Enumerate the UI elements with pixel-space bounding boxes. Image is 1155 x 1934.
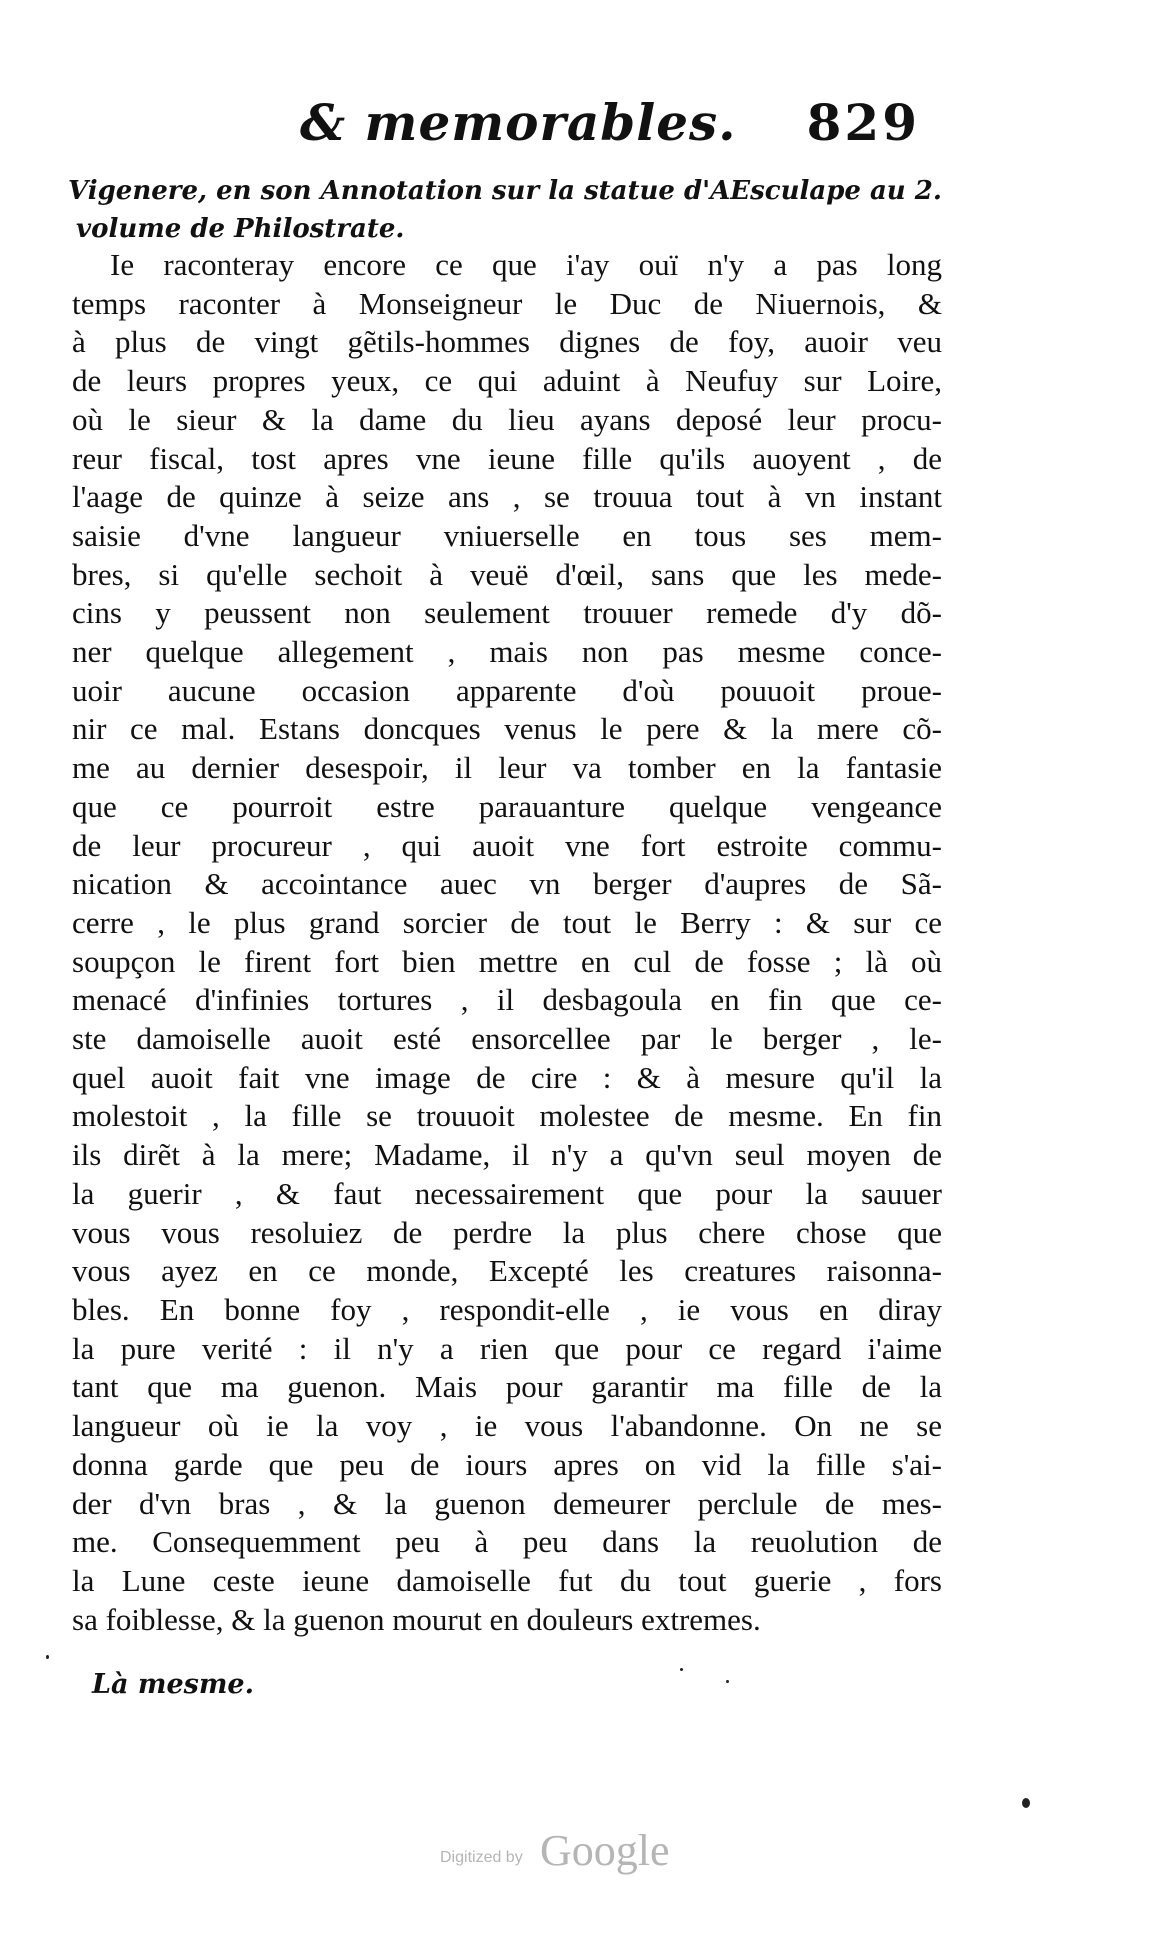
text-line: à plus de vingt gẽtils-hommes dignes de foy, auoir veu [72, 324, 942, 360]
running-title: & memorables. [300, 93, 737, 152]
text-line: la pure verité : il n'y a rien que pour ce regard i'aime [72, 1330, 942, 1366]
text-line: sa foiblesse, & la guenon mourut en douleurs extremes. [72, 1601, 761, 1637]
text-line: ner quelque allegement , mais non pas mesme conce- [72, 634, 942, 670]
page-number: 829 [806, 93, 920, 152]
text-line: bres, si qu'elle sechoit à veuë d'œil, sans que les mede- [72, 556, 942, 592]
text-line: me au dernier desespoir, il leur va tomber en la fantasie [72, 750, 942, 786]
text-line: donna garde que peu de iours apres on vid la fille s'ai- [72, 1446, 942, 1482]
watermark-brand: Google [540, 1826, 670, 1875]
text-line: ils dirẽt à la mere; Madame, il n'y a qu'vn seul moyen de [72, 1137, 942, 1173]
text-line: menacé d'infinies tortures , il desbagoula en fin que ce- [72, 982, 942, 1018]
text-line: quel auoit fait vne image de cire : & à mesure qu'il la [72, 1059, 942, 1095]
text-line: soupçon le firent fort bien mettre en cul de fosse ; là où [72, 943, 942, 979]
text-line: tant que ma guenon. Mais pour garantir ma fille de la [72, 1369, 942, 1405]
text-line: cerre , le plus grand sorcier de tout le Berry : & sur ce [72, 904, 942, 940]
text-line: der d'vn bras , & la guenon demeurer perclule de mes- [72, 1485, 942, 1521]
text-line: ste damoiselle auoit esté ensorcellee par le berger , le- [72, 1021, 942, 1057]
text-line: nication & accointance auec vn berger d'aupres de Sã- [72, 866, 942, 902]
text-line: l'aage de quinze à seize ans , se trouua tout à vn instant [72, 479, 942, 515]
ink-speck [46, 1655, 49, 1659]
source-reference: Là mesme. [92, 1669, 254, 1700]
text-line: nir ce mal. Estans doncques venus le pere & la mere cõ- [72, 711, 942, 747]
citation-note [68, 172, 942, 248]
text-line: Ie raconteray encore ce que i'ay ouï n'y a pas long [110, 247, 942, 282]
text-line: uoir aucune occasion apparente d'où pouuoit proue- [72, 672, 942, 708]
text-line: saisie d'vne langueur vniuerselle en tous ses mem- [72, 517, 942, 553]
text-line: reur fiscal, tost apres vne ieune fille qu'ils auoyent , de [72, 440, 942, 476]
text-line: vous vous resoluiez de perdre la plus chere chose que [72, 1214, 942, 1250]
running-head [300, 88, 920, 158]
text-line: de leurs propres yeux, ce qui aduint à Neufuy sur Loire, [72, 363, 942, 399]
ink-speck [726, 1680, 729, 1683]
digitization-watermark [440, 1825, 710, 1885]
watermark-prefix: Digitized by [440, 1849, 523, 1866]
text-line: cins y peussent non seulement trouuer remede d'y dõ- [72, 595, 942, 631]
text-line: bles. En bonne foy , respondit-elle , ie vous en diray [72, 1291, 942, 1327]
text-line: vous ayez en ce monde, Excepté les creatures raisonna- [72, 1253, 942, 1289]
text-line: langueur où ie la voy , ie vous l'abandonne. On ne se [72, 1408, 942, 1444]
ink-speck [1022, 1798, 1030, 1808]
text-line: que ce pourroit estre parauanture quelque vengeance [72, 788, 942, 824]
citation-line: Vigenere, en son Annotation sur la statue d'AEsculape au 2. [68, 176, 942, 206]
text-line: la guerir , & faut necessairement que pour la sauuer [72, 1175, 942, 1211]
text-line: me. Consequemment peu à peu dans la reuolution de [72, 1524, 942, 1560]
ink-speck [680, 1668, 683, 1671]
text-line: la Lune ceste ieune damoiselle fut du tout guerie , fors [72, 1562, 942, 1598]
body-paragraph [72, 246, 942, 1639]
text-line: molestoit , la fille se trouuoit molestee de mesme. En fin [72, 1098, 942, 1134]
citation-line: volume de Philostrate. [76, 214, 405, 244]
text-line: où le sieur & la dame du lieu ayans deposé leur procu- [72, 401, 942, 437]
text-line: de leur procureur , qui auoit vne fort estroite commu- [72, 827, 942, 863]
text-line: temps raconter à Monseigneur le Duc de Niuernois, & [72, 285, 942, 321]
